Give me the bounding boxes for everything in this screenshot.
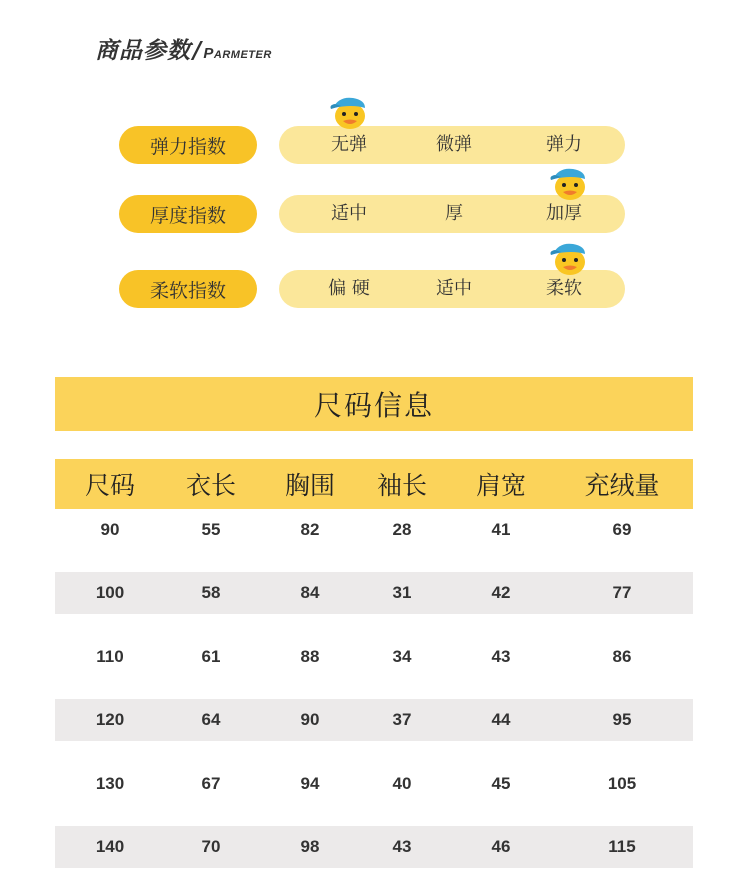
table-row <box>55 636 693 678</box>
table-cell: 82 <box>300 520 320 539</box>
section-title-cn: 商品参数 <box>95 38 191 64</box>
column-header-size: 尺码 <box>84 471 135 500</box>
table-cell: 45 <box>491 774 511 793</box>
table-cell: 115 <box>608 837 636 856</box>
table-cell: 130 <box>95 774 125 793</box>
column-header-chest: 胸围 <box>284 471 335 500</box>
duck-mascot-icon <box>325 92 371 132</box>
param-option: 适中 <box>331 203 367 224</box>
table-cell: 55 <box>201 520 221 539</box>
table-row <box>55 699 693 741</box>
param-option: 无弹 <box>331 134 367 155</box>
table-cell: 67 <box>201 774 221 793</box>
param-option: 弹力 <box>546 134 582 155</box>
size-table <box>55 459 693 868</box>
param-option: 厚 <box>445 203 463 224</box>
table-cell: 64 <box>201 710 221 729</box>
table-row <box>55 826 693 868</box>
duck-mascot-icon <box>545 163 591 203</box>
section-title-en: Parmeter <box>203 45 272 62</box>
size-table-header <box>55 459 693 509</box>
param-option: 适中 <box>436 278 472 299</box>
table-row <box>55 572 693 614</box>
table-cell: 140 <box>95 837 125 856</box>
table-cell: 58 <box>201 583 221 602</box>
table-cell: 28 <box>392 520 412 539</box>
param-label: 弹力指数 <box>119 126 257 164</box>
table-cell: 40 <box>392 774 412 793</box>
section-title <box>95 32 272 68</box>
column-header-length: 衣长 <box>185 471 236 500</box>
table-cell: 70 <box>201 837 221 856</box>
table-cell: 43 <box>392 837 412 856</box>
table-cell: 120 <box>95 710 125 729</box>
table-cell: 44 <box>491 710 511 729</box>
table-cell: 34 <box>392 647 412 666</box>
param-option: 柔软 <box>546 278 582 299</box>
param-option: 偏 硬 <box>328 278 370 299</box>
table-row <box>55 509 693 551</box>
table-cell: 88 <box>300 647 320 666</box>
table-cell: 46 <box>491 837 511 856</box>
table-cell: 86 <box>612 647 632 666</box>
param-row-elasticity <box>119 126 625 166</box>
table-cell: 61 <box>201 647 221 666</box>
param-option: 加厚 <box>546 203 582 224</box>
table-cell: 69 <box>612 520 632 539</box>
column-header-shoulder: 肩宽 <box>475 471 526 500</box>
param-option: 微弹 <box>436 134 472 155</box>
table-cell: 110 <box>96 647 124 666</box>
table-cell: 90 <box>300 710 320 729</box>
table-cell: 98 <box>300 837 320 856</box>
table-cell: 37 <box>392 710 412 729</box>
column-header-sleeve: 袖长 <box>376 471 427 500</box>
section-title-separator: / <box>193 38 202 64</box>
table-cell: 31 <box>392 583 412 602</box>
column-header-fill: 充绒量 <box>584 471 660 500</box>
table-cell: 43 <box>491 647 511 666</box>
table-cell: 42 <box>491 583 511 602</box>
param-label: 柔软指数 <box>119 270 257 308</box>
table-cell: 105 <box>607 774 637 793</box>
table-cell: 100 <box>95 583 125 602</box>
table-row <box>55 763 693 805</box>
size-info-banner: 尺码信息 <box>55 377 693 431</box>
table-cell: 41 <box>491 520 511 539</box>
duck-mascot-icon <box>545 238 591 278</box>
table-cell: 95 <box>612 710 632 729</box>
table-cell: 77 <box>612 583 632 602</box>
table-cell: 94 <box>300 774 320 793</box>
table-cell: 90 <box>100 520 120 539</box>
table-cell: 84 <box>300 583 320 602</box>
param-label: 厚度指数 <box>119 195 257 233</box>
